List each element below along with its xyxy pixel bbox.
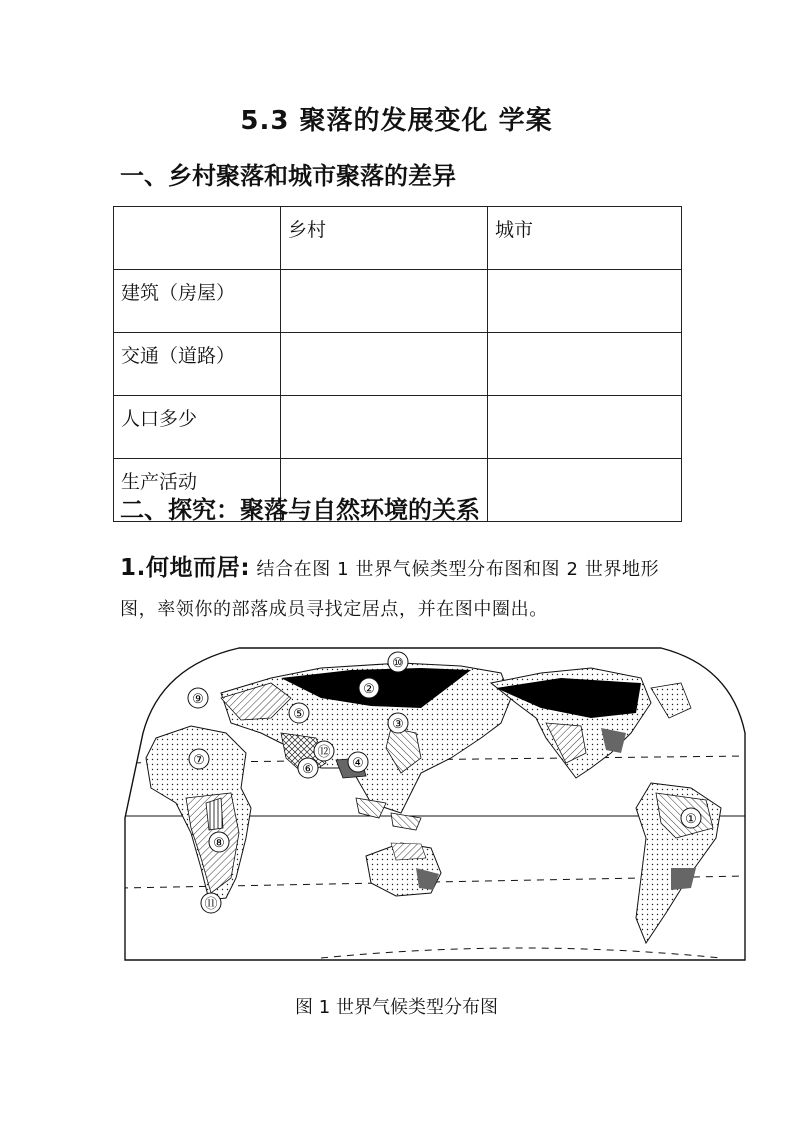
answer-cell-rural[interactable] bbox=[281, 333, 488, 396]
section-heading-1: 一、乡村聚落和城市聚落的差异 bbox=[120, 162, 456, 190]
row-label: 人口多少 bbox=[114, 396, 281, 459]
map-marker bbox=[681, 808, 701, 828]
table-header-cell: 乡村 bbox=[281, 207, 488, 270]
question-text: 结合在图 1 世界气候类型分布图和图 2 世界地形图，率领你的部落成员寻找定居点，并在图中圈出。 bbox=[120, 559, 660, 620]
answer-cell-urban[interactable] bbox=[488, 396, 682, 459]
question-label: 1.何地而居: bbox=[120, 555, 251, 581]
row-label: 建筑（房屋） bbox=[114, 270, 281, 333]
svg-text:⑫: ⑫ bbox=[317, 745, 331, 760]
svg-text:⑨: ⑨ bbox=[192, 692, 204, 707]
map-marker bbox=[388, 652, 408, 672]
answer-cell-urban[interactable] bbox=[488, 459, 682, 522]
svg-text:⑤: ⑤ bbox=[293, 707, 305, 722]
svg-text:⑦: ⑦ bbox=[193, 753, 205, 768]
answer-cell-urban[interactable] bbox=[488, 333, 682, 396]
row-label: 生产活动 bbox=[114, 459, 281, 522]
answer-cell-urban[interactable] bbox=[488, 270, 682, 333]
table-row bbox=[114, 270, 682, 333]
svg-text:④: ④ bbox=[352, 756, 364, 771]
svg-text:②: ② bbox=[363, 682, 375, 697]
svg-text:⑪: ⑪ bbox=[204, 897, 218, 912]
svg-text:⑥: ⑥ bbox=[302, 762, 314, 777]
comparison-table bbox=[113, 206, 682, 522]
table-header-cell bbox=[114, 207, 281, 270]
svg-text:⑧: ⑧ bbox=[213, 836, 225, 851]
map-marker bbox=[289, 703, 309, 723]
table-header-cell: 城市 bbox=[488, 207, 682, 270]
map-marker bbox=[298, 758, 318, 778]
table-row bbox=[114, 333, 682, 396]
map-marker bbox=[188, 688, 208, 708]
map-marker bbox=[201, 893, 221, 913]
map-marker bbox=[348, 752, 368, 772]
svg-text:①: ① bbox=[685, 812, 697, 827]
page-title: 5.3 聚落的发展变化 学案 bbox=[240, 106, 553, 136]
map-marker bbox=[388, 713, 408, 733]
table-row bbox=[114, 396, 682, 459]
answer-cell-rural[interactable] bbox=[281, 396, 488, 459]
map-marker bbox=[314, 741, 334, 761]
row-label: 交通（道路） bbox=[114, 333, 281, 396]
svg-text:⑩: ⑩ bbox=[392, 656, 404, 671]
map-marker bbox=[189, 749, 209, 769]
map-marker bbox=[209, 832, 229, 852]
question-1 bbox=[120, 548, 695, 630]
answer-cell-rural[interactable] bbox=[281, 270, 488, 333]
table-header-row bbox=[114, 207, 682, 270]
world-climate-map bbox=[121, 638, 747, 966]
section-heading-2: 二、探究：聚落与自然环境的关系 bbox=[120, 496, 480, 524]
svg-text:③: ③ bbox=[392, 717, 404, 732]
map-marker bbox=[359, 678, 379, 698]
figure-caption: 图 1 世界气候类型分布图 bbox=[295, 997, 498, 1018]
